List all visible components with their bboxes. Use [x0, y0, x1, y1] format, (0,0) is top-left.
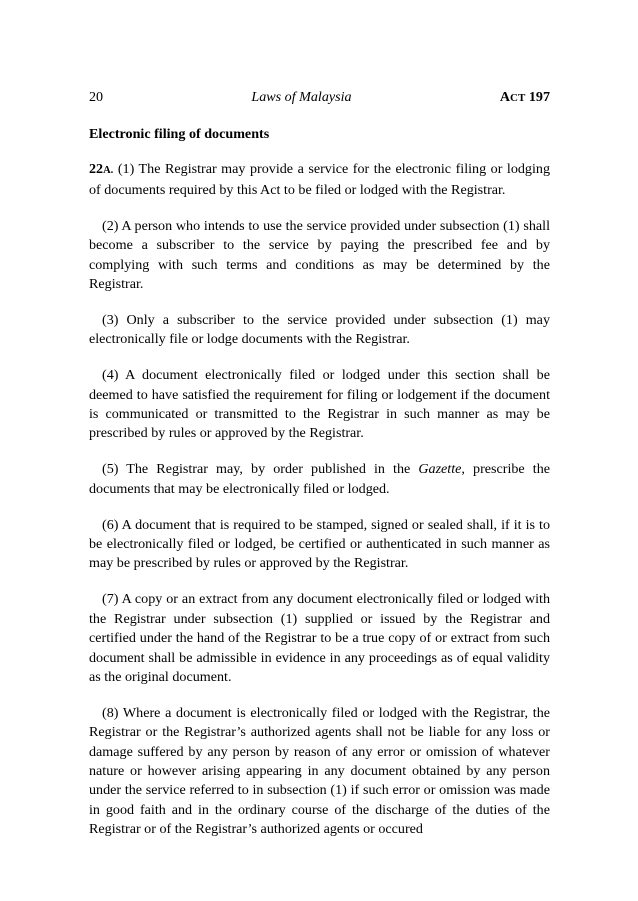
gazette-italic: Gazette: [418, 461, 462, 478]
act-smallcaps: CT: [510, 92, 526, 104]
act-prefix: A: [499, 89, 511, 105]
running-title: Laws of Malaysia: [251, 89, 352, 105]
section-number-digits: 22: [89, 161, 104, 178]
document-page: [89, 88, 550, 856]
section-number: [89, 161, 113, 177]
paragraph-1-text: (1) The Registrar may provide a service for the electronic filing or lodging of documents required by this Act to be filed or lodged with the Registrar.: [89, 161, 550, 198]
paragraph-6: (6) A document that is required to be stamped, signed or sealed shall, if it is to be electronically filed or lodged, be certified or authenticated in such manner as may be prescribed by rules or approved by the Registrar.: [89, 516, 550, 572]
paragraph-4: (4) A document electronically filed or lodged under this section shall be deemed to have satisfied the requirement for filing or lodgement if the document is communicated or transmitted to the Registrar in such manner as may be prescribed by rules or approved by the Registrar.: [89, 367, 550, 442]
paragraph-5: [89, 460, 550, 499]
paragraph-5-before: (5) The Registrar may, by order published in the: [102, 461, 419, 478]
paragraph-8: (8) Where a document is electronically filed or lodged with the Registrar, the Registrar or the Registrar’s authorized agents shall not be liable for any loss or damage suffered by any person by reason of any error or omission of whatever nature or however arising appearing in any document obtained by any person under the service referred to in subsection (1) if such error or omission was made in good faith and in the ordinary course of the discharge of the duties of the Registrar or of the Registrar’s authorized agents or occured: [89, 704, 550, 838]
paragraph-7: (7) A copy or an extract from any document electronically filed or lodged with the Registrar under subsection (1) supplied or issued by the Registrar and certified under the hand of the Registrar to be a true copy of or extract from such document shall be admissible in evidence in any proceedings as of equal validity as the original document.: [89, 591, 550, 685]
page-number: 20: [89, 89, 104, 105]
paragraph-2: (2) A person who intends to use the service provided under subsection (1) shall become a subscriber to the service by paying the prescribed fee and by complying with such terms and conditions as may be determined by the Registrar.: [89, 217, 550, 292]
section-number-suffix: A.: [103, 165, 114, 177]
paragraph-5-after: , prescribe the documents that may be electronically filed or lodged.: [89, 461, 550, 497]
paragraph-1: [89, 160, 550, 200]
section-heading: Electronic filing of documents: [89, 126, 270, 142]
act-number: [500, 88, 550, 108]
paragraph-3: (3) Only a subscriber to the service provided under subsection (1) may electronically file or lodge documents with the Registrar.: [89, 311, 550, 348]
act-num: 197: [525, 89, 550, 105]
page-header: [89, 88, 550, 108]
